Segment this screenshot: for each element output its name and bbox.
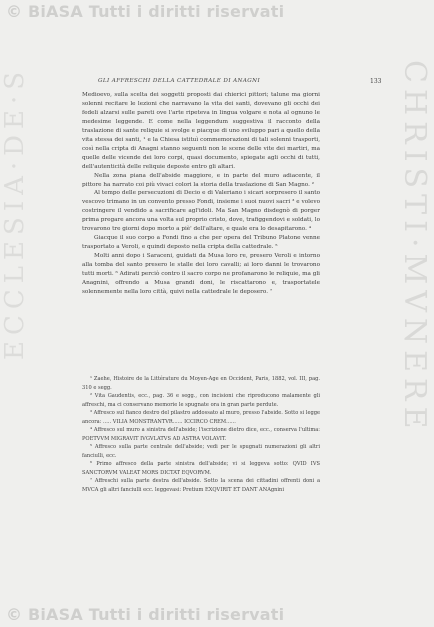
- watermark-bottom: © BiASA Tutti i diritti riservati: [6, 605, 285, 624]
- footnote: ¹ Zaehe, Histoire de la Littérature du Moyen-Age en Occident, Paris, 1882, vol. III, pag. 310 e segg.: [82, 376, 320, 391]
- paragraph: Al tempo delle persecuzioni di Decio e di Valeriano i sicari sorpresero il santo vescovo trimano in un convento presso Fondi, insieme i suoi nuovi sacri ³ e volevo costringere il vendido a sacrificare agl'idoli. Ma San Magno disdegnò di porger prima pregare ancora una volta sul proprio cristo, dove, trafiggendovi e soldati, lo trovarono tre giorni dopo morto a piè' dell'altare, e quale era lo desapitarono. ⁴: [82, 190, 320, 233]
- footnote: ² Vita Gaudentis, ecc., pag. 36 e segg., con incisioni che riproducono malamente gli affreschi, ma ci conservano memorie le spugnate ora in gran parte perdute.: [82, 393, 320, 408]
- footnote: ⁵ Affresco sulla parte centrale dell'abside; vedi per le spugnati numerazioni gli altri fanciulli, ecc.: [82, 444, 320, 459]
- paragraph: Giacque il suo corpo a Fondi fino a che per opera del Tribuno Platone venne trasportato a Veroli, e quindi deposto nella cripta della cattedrale. ⁵: [82, 235, 320, 251]
- main-text: [82, 91, 320, 297]
- watermark-top: © BiASA Tutti i diritti riservati: [6, 2, 285, 21]
- side-ornament: CHRISTI·MVNERE: [397, 60, 432, 435]
- paragraph: Molti anni dopo i Saraceni, guidati da Musa loro re, presero Veroli e intorno alla tomba del santo presero le stalle dei loro cavalli; ai loro danni le trovarono tutti morti. ⁶ Adirati perciò contro il sacro corpo ne profanarono le reliquie, ma gli Anagnini, offrendo a Musa grandi doni, le riscattarono e, trasportatele solennemente nella loro città, quivi nella cattedrale le deposero. ⁷: [82, 253, 320, 295]
- footnote: ⁷ Affreschi sulla parte destra dell'abside. Sotto la scena dei cittadini offrenti doni a MVCA gli altri fanciulli ecc. leggevasi: Pretium EXQVIRIT ET DANT ANAgnini: [82, 478, 320, 493]
- footnote: ⁴ Affresco sul muro a sinistra dell'abside; l'iscrizione dietro dice, ecc., conserva l'ultima: POETVVM MIGRAVIT IVGVLATVS AD ASTRA VOLAVIT.: [82, 427, 320, 442]
- footnote: ³ Affresco sul fianco destro del pilastro addossato al muro, presso l'abside. Sotto si legge ancora: ..... VILIA MONSTRANTVR...... ICCIRCO CREM......: [82, 410, 320, 425]
- footnote: ⁶ Primo affresco della parte sinistra dell'abside; vi si leggeva sotto: QVID IVS SANCTORVM VALEAT MORS DICTAT EQVORVM.: [82, 461, 320, 476]
- page-number: 133: [370, 78, 382, 85]
- paragraph: Nella zona piana dell'abside maggiore, e in parte del muro adiacente, il pittore ha narrato coi più vivaci colori la storia della traslazione di San Magno. ²: [82, 172, 320, 188]
- left-ornament: ECCLESIA·DE·S: [0, 65, 30, 360]
- paragraph: Medioevo, sulla scelta dei soggetti proposti dai chierici pittori; talune ma giorni solenni recitare le lezioni che narravano la vita dei santi, dovevano gli occhi dei fedeli alzarsi sulle pareti ove l'arte ripeteva in lingua volgare e nota al ognuno le medesime leggende. E come nella leggendum suggestiva il racconto della traslazione di sante reliquie si svolge e piacque di uno sviluppo pari a quello della vita stessa dei santi, ¹ e la Chiesa istituì commemorazioni di tali solenni trasporti, così nella cripta di Anagni stanno seguenti non le scene delle vite dei martiri, ma quelle delle vicende dei loro corpi, quasi documento, spiegate agli occhi di tutti, dell'autenticità delle reliquie deposte entro gli altari.: [82, 92, 320, 170]
- footnotes: [82, 375, 320, 494]
- running-head: GLI AFFRESCHI DELLA CATTEDRALE DI ANAGNI: [98, 78, 261, 84]
